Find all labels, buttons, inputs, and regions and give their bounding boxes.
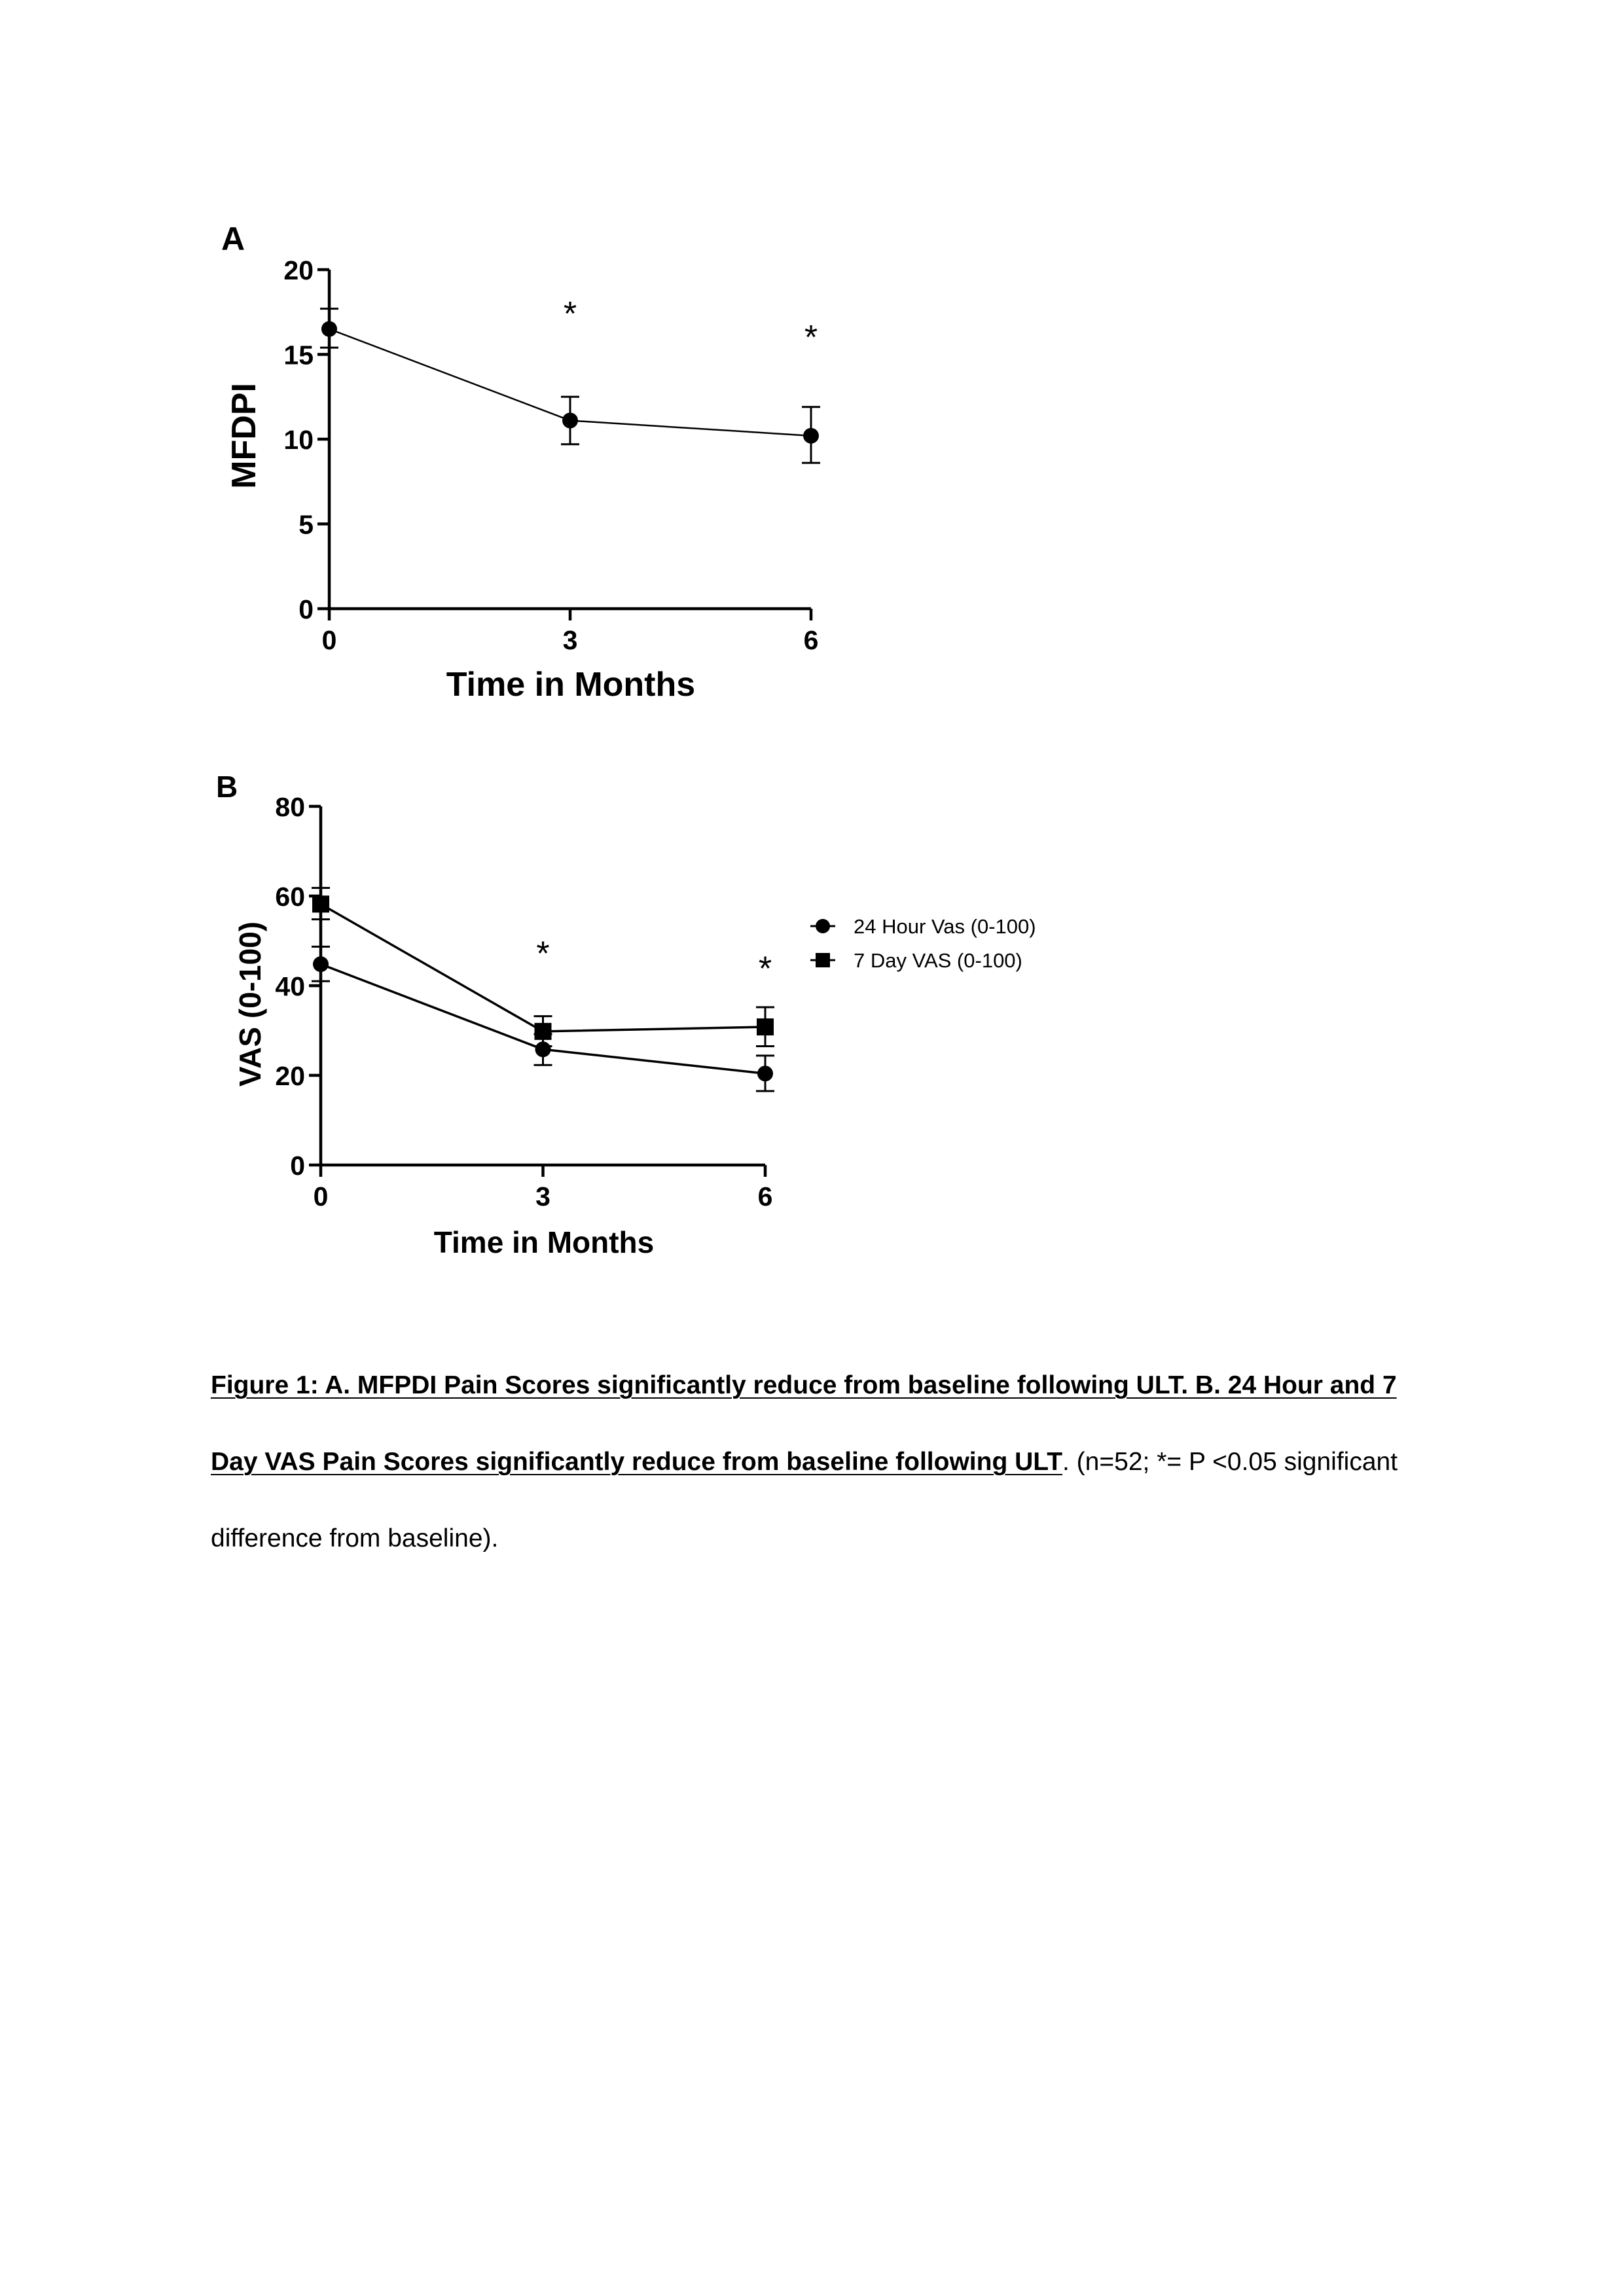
chart-a — [0, 0, 1624, 733]
legend-label-7-day: 7 Day VAS (0-100) — [854, 949, 1022, 972]
c0-x-tick-label: 6 — [803, 625, 819, 655]
panel-label-a: A — [221, 221, 245, 257]
c0-y-tick-label: 15 — [283, 340, 314, 370]
caption-note: . (n=52; *= P <0.05 significant difference from baseline). — [211, 1448, 1398, 1552]
legend-entry-7-day — [810, 949, 1022, 972]
c0-y-tick-label: 20 — [283, 255, 314, 285]
c1-y-tick-label: 80 — [275, 792, 305, 822]
c0-y-tick-label: 5 — [298, 509, 314, 540]
c0-x-tick-label: 0 — [321, 625, 337, 655]
c0-s0-data-point — [562, 413, 578, 429]
c1-s0-data-point — [757, 1066, 773, 1081]
chart-b — [0, 753, 1624, 1440]
c1-x-tick-label: 3 — [535, 1181, 550, 1211]
c1-y-tick-label: 0 — [290, 1151, 305, 1181]
c1-significance-asterisk: * — [758, 950, 772, 988]
b-x-axis-label: Time in Months — [433, 1225, 655, 1259]
c0-x-tick-label: 3 — [562, 625, 578, 655]
legend-entry-24-hour — [810, 915, 1036, 938]
c0-s0-data-point — [803, 428, 819, 444]
legend-marker-circle — [816, 919, 830, 933]
c0-significance-asterisk: * — [804, 319, 818, 357]
legend-label-24-hour: 24 Hour Vas (0-100) — [854, 915, 1036, 938]
c0-s0-data-point — [321, 321, 337, 337]
c1-significance-asterisk: * — [536, 935, 550, 973]
b-y-axis-label: VAS (0-100) — [233, 921, 267, 1087]
caption-title: Figure 1: A. MFPDI Pain Scores significantly reduce from baseline following ULT. B. 24 Hour and 7 Day VAS Pain Scores significantly reduce from baseline following ULT — [211, 1371, 1397, 1476]
c1-s1-data-point — [757, 1018, 774, 1035]
c1-s0-data-point — [313, 956, 329, 972]
figure-caption — [211, 1347, 1441, 1577]
c0-significance-asterisk: * — [563, 295, 577, 333]
a-y-axis-label: MFDPI — [225, 383, 263, 489]
legend-marker-square — [816, 953, 830, 967]
c0-y-tick-label: 10 — [283, 425, 314, 455]
c1-y-tick-label: 40 — [275, 971, 305, 1001]
c1-s1-data-point — [312, 895, 329, 912]
panel-label-b: B — [216, 770, 238, 804]
c1-y-tick-label: 60 — [275, 882, 305, 912]
c0-y-tick-label: 0 — [298, 594, 314, 624]
a-x-axis-label: Time in Months — [446, 666, 696, 704]
c1-y-tick-label: 20 — [275, 1061, 305, 1091]
c1-x-tick-label: 0 — [313, 1181, 329, 1211]
c1-s1-data-point — [535, 1023, 552, 1040]
c1-x-tick-label: 6 — [757, 1181, 773, 1211]
legend — [810, 915, 1036, 972]
